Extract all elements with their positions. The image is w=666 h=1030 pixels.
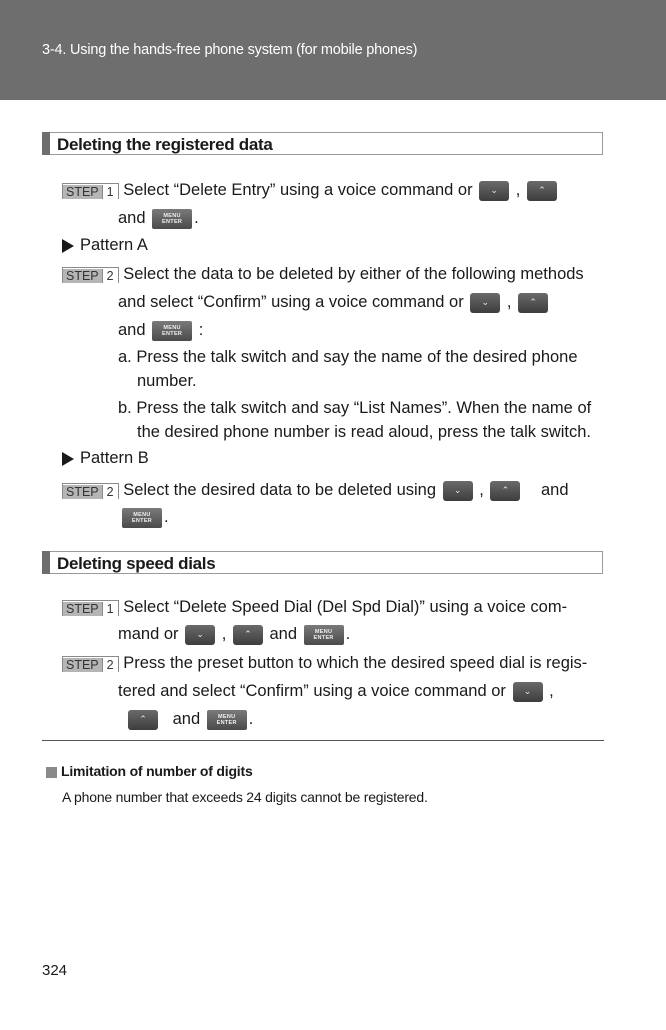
- pattern-b: Pattern B: [62, 447, 149, 469]
- step2b-line1: STEP 2 Select the desired data to be deleted using ⌄ , ⌃ and: [62, 479, 569, 501]
- step-badge: STEP 1: [62, 600, 119, 616]
- step-badge: STEP 2: [62, 267, 119, 283]
- step-badge: STEP 1: [62, 183, 119, 199]
- step-badge: STEP 2: [62, 483, 119, 499]
- down-button-icon: ⌄: [470, 293, 500, 313]
- option-a-line2: number.: [137, 372, 197, 390]
- menu-enter-button-icon: MENU ENTER: [152, 321, 192, 341]
- header-band: [0, 0, 666, 100]
- section-title: Deleting the registered data: [57, 135, 273, 154]
- step1-line1: STEP 1 Select “Delete Entry” using a voice command or ⌄ , ⌃: [62, 179, 559, 201]
- step2-line3: and MENU ENTER :: [118, 321, 204, 339]
- down-button-icon: ⌄: [479, 181, 509, 201]
- chapter-title: 3-4. Using the hands-free phone system (for mobile phones): [42, 42, 418, 58]
- up-button-icon: ⌃: [490, 481, 520, 501]
- option-a-line1: a. Press the talk switch and say the name of the desired phone: [118, 348, 578, 366]
- divider: [42, 740, 604, 741]
- sd-step2-line1: STEP 2 Press the preset button to which the desired speed dial is regis-: [62, 652, 587, 674]
- step2-line1: STEP 2 Select the data to be deleted by either of the following methods: [62, 263, 584, 285]
- section-accent: [42, 551, 50, 574]
- sd-step2-line2: tered and select “Confirm” using a voice command or ⌄ ,: [118, 682, 554, 700]
- down-button-icon: ⌄: [185, 625, 215, 645]
- triangle-icon: [62, 239, 74, 253]
- menu-enter-button-icon: MENU ENTER: [304, 625, 344, 645]
- sd-step1-line2: mand or ⌄ , ⌃ and MENU ENTER .: [118, 625, 351, 643]
- pattern-a: Pattern A: [62, 234, 148, 256]
- step2b-line2: MENU ENTER .: [120, 506, 169, 528]
- note-text: A phone number that exceeds 24 digits cannot be registered.: [62, 789, 428, 805]
- section-deleting-registered-data: [42, 132, 603, 155]
- sd-step1-line1: STEP 1 Select “Delete Speed Dial (Del Spd Dial)” using a voice com-: [62, 596, 567, 618]
- up-button-icon: ⌃: [527, 181, 557, 201]
- section-accent: [42, 132, 50, 155]
- menu-enter-button-icon: MENU ENTER: [207, 710, 247, 730]
- step1-line2: and MENU ENTER .: [118, 209, 199, 227]
- bullet-square-icon: [46, 767, 57, 778]
- down-button-icon: ⌄: [443, 481, 473, 501]
- section-title: Deleting speed dials: [57, 554, 216, 573]
- up-button-icon: ⌃: [233, 625, 263, 645]
- step2-line2: and select “Confirm” using a voice command or ⌄ , ⌃: [118, 291, 550, 313]
- up-button-icon: ⌃: [518, 293, 548, 313]
- page-number: 324: [42, 962, 68, 979]
- sd-step2-line3: ⌃ and MENU ENTER .: [126, 708, 253, 730]
- section-deleting-speed-dials: [42, 551, 603, 574]
- menu-enter-button-icon: MENU ENTER: [152, 209, 192, 229]
- option-b-line2: the desired phone number is read aloud, press the talk switch.: [137, 423, 592, 441]
- step-badge: STEP 2: [62, 656, 119, 672]
- note-title: Limitation of number of digits: [46, 760, 253, 782]
- triangle-icon: [62, 452, 74, 466]
- menu-enter-button-icon: MENU ENTER: [122, 508, 162, 528]
- option-b-line1: b. Press the talk switch and say “List Names”. When the name of: [118, 399, 592, 417]
- up-button-icon: ⌃: [128, 710, 158, 730]
- down-button-icon: ⌄: [513, 682, 543, 702]
